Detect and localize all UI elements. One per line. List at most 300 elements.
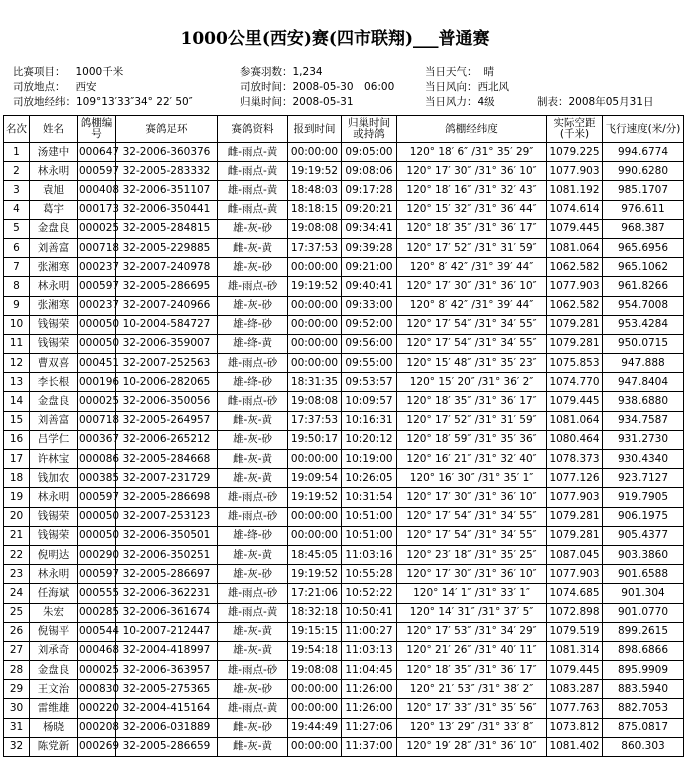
cell-report-time: 00:00:00 — [288, 526, 342, 545]
cell-distance: 1074.614 — [547, 200, 603, 219]
made-date: 2008年05月31日 — [568, 96, 654, 108]
cell-name: 刘善富 — [30, 238, 78, 257]
cell-name: 张湘寒 — [30, 258, 78, 277]
table-row — [4, 238, 684, 257]
cell-report-time: 18:45:05 — [288, 545, 342, 564]
cell-report-time: 18:18:15 — [288, 200, 342, 219]
cell-distance: 1077.903 — [547, 565, 603, 584]
cell-loft-id: 000050 — [78, 334, 116, 353]
cell-bird-info: 雄-雨点-砂 — [218, 661, 288, 680]
cell-loft-id: 000830 — [78, 680, 116, 699]
cell-return-time: 11:27:06 — [342, 718, 397, 737]
cell-loft-id: 000647 — [78, 143, 116, 162]
cell-rank: 14 — [4, 392, 30, 411]
table-row — [4, 526, 684, 545]
cell-ring: 32-2007-252563 — [116, 354, 218, 373]
table-row — [4, 411, 684, 430]
table-row — [4, 200, 684, 219]
table-row — [4, 584, 684, 603]
header-rank: 名次 — [4, 116, 30, 143]
header-bird-info: 赛鸽资料 — [218, 116, 288, 143]
cell-return-time: 09:40:41 — [342, 277, 397, 296]
cell-loft-id: 000555 — [78, 584, 116, 603]
cell-distance: 1079.445 — [547, 219, 603, 238]
header-coords: 鸽棚经纬度 — [397, 116, 547, 143]
cell-name: 林永明 — [30, 488, 78, 507]
cell-coords: 120° 18′ 6″ /31° 35′ 29″ — [397, 143, 547, 162]
cell-report-time: 00:00:00 — [288, 680, 342, 699]
cell-bird-info: 雄-雨点-砂 — [218, 488, 288, 507]
cell-report-time: 00:00:00 — [288, 296, 342, 315]
cell-return-time: 11:26:00 — [342, 699, 397, 718]
cell-speed: 934.7587 — [603, 411, 684, 430]
cell-return-time: 09:05:00 — [342, 143, 397, 162]
cell-return-time: 09:52:00 — [342, 315, 397, 334]
cell-name: 林永明 — [30, 565, 78, 584]
cell-ring: 32-2006-350056 — [116, 392, 218, 411]
cell-loft-id: 000196 — [78, 373, 116, 392]
cell-report-time: 00:00:00 — [288, 699, 342, 718]
cell-loft-id: 000025 — [78, 392, 116, 411]
cell-rank: 19 — [4, 488, 30, 507]
cell-distance: 1062.582 — [547, 258, 603, 277]
release-time-label: 司放时间： — [240, 81, 293, 93]
cell-distance: 1079.281 — [547, 334, 603, 353]
cell-ring: 32-2005-275365 — [116, 680, 218, 699]
cell-return-time: 11:26:00 — [342, 680, 397, 699]
cell-loft-id: 000597 — [78, 277, 116, 296]
cell-rank: 22 — [4, 545, 30, 564]
cell-ring: 32-2006-359007 — [116, 334, 218, 353]
cell-name: 葛宇 — [30, 200, 78, 219]
return-time-value: 2008-05-31 — [292, 96, 354, 108]
cell-speed: 906.1975 — [603, 507, 684, 526]
release-time-value: 2008-05-30 06:00 — [292, 81, 395, 93]
cell-loft-id: 000718 — [78, 411, 116, 430]
cell-rank: 10 — [4, 315, 30, 334]
cell-ring: 32-2007-240966 — [116, 296, 218, 315]
cell-name: 倪锡平 — [30, 622, 78, 641]
cell-coords: 120° 14′ 1″ /31° 33′ 1″ — [397, 584, 547, 603]
cell-report-time: 19:08:08 — [288, 219, 342, 238]
cell-distance: 1074.770 — [547, 373, 603, 392]
cell-return-time: 10:16:31 — [342, 411, 397, 430]
cell-distance: 1079.281 — [547, 507, 603, 526]
cell-rank: 30 — [4, 699, 30, 718]
site-label: 司放地点： — [13, 81, 66, 93]
cell-rank: 15 — [4, 411, 30, 430]
table-row — [4, 450, 684, 469]
cell-coords: 120° 17′ 52″ /31° 31′ 59″ — [397, 411, 547, 430]
cell-rank: 1 — [4, 143, 30, 162]
results-table — [3, 115, 684, 757]
cell-coords: 120° 17′ 54″ /31° 34′ 55″ — [397, 507, 547, 526]
cell-rank: 5 — [4, 219, 30, 238]
cell-rank: 27 — [4, 641, 30, 660]
cell-return-time: 09:34:41 — [342, 219, 397, 238]
cell-coords: 120° 17′ 54″ /31° 34′ 55″ — [397, 526, 547, 545]
cell-report-time: 19:08:08 — [288, 392, 342, 411]
cell-speed: 954.7008 — [603, 296, 684, 315]
cell-name: 林永明 — [30, 162, 78, 181]
cell-report-time: 17:21:06 — [288, 584, 342, 603]
table-row — [4, 334, 684, 353]
cell-coords: 120° 17′ 53″ /31° 34′ 29″ — [397, 622, 547, 641]
table-row — [4, 603, 684, 622]
cell-rank: 29 — [4, 680, 30, 699]
info-made — [537, 94, 653, 109]
table-row — [4, 641, 684, 660]
cell-rank: 18 — [4, 469, 30, 488]
cell-name: 任海斌 — [30, 584, 78, 603]
cell-ring: 32-2006-031889 — [116, 718, 218, 737]
cell-speed: 923.7127 — [603, 469, 684, 488]
cell-name: 许林宝 — [30, 450, 78, 469]
cell-speed: 985.1707 — [603, 181, 684, 200]
cell-coords: 120° 15′ 48″ /31° 35′ 23″ — [397, 354, 547, 373]
cell-loft-id: 000451 — [78, 354, 116, 373]
cell-speed: 903.3860 — [603, 545, 684, 564]
cell-return-time: 10:55:28 — [342, 565, 397, 584]
cell-report-time: 19:19:52 — [288, 488, 342, 507]
site-value: 西安 — [75, 81, 97, 93]
cell-speed: 905.4377 — [603, 526, 684, 545]
cell-rank: 23 — [4, 565, 30, 584]
cell-loft-id: 000220 — [78, 699, 116, 718]
cell-bird-info: 雌-雨点-黄 — [218, 200, 288, 219]
cell-speed: 965.6956 — [603, 238, 684, 257]
cell-speed: 950.0715 — [603, 334, 684, 353]
cell-name: 袁旭 — [30, 181, 78, 200]
cell-bird-info: 雄-灰-砂 — [218, 219, 288, 238]
cell-report-time: 19:19:52 — [288, 162, 342, 181]
cell-bird-info: 雄-绛-黄 — [218, 334, 288, 353]
cell-loft-id: 000237 — [78, 258, 116, 277]
cell-loft-id: 000025 — [78, 661, 116, 680]
info-weather — [425, 64, 494, 79]
header-loft-id: 鸽棚编号 — [78, 116, 116, 143]
cell-bird-info: 雄-灰-砂 — [218, 430, 288, 449]
cell-return-time: 11:03:16 — [342, 545, 397, 564]
table-row — [4, 680, 684, 699]
cell-ring: 32-2005-283332 — [116, 162, 218, 181]
cell-bird-info: 雄-绛-砂 — [218, 315, 288, 334]
cell-bird-info: 雄-灰-砂 — [218, 258, 288, 277]
cell-name: 钱锡荣 — [30, 507, 78, 526]
table-row — [4, 143, 684, 162]
cell-bird-info: 雌-雨点-砂 — [218, 392, 288, 411]
cell-bird-info: 雄-雨点-砂 — [218, 584, 288, 603]
table-row — [4, 373, 684, 392]
cell-return-time: 11:03:13 — [342, 641, 397, 660]
cell-name: 曹双喜 — [30, 354, 78, 373]
cell-speed: 961.8266 — [603, 277, 684, 296]
cell-bird-info: 雌-灰-黄 — [218, 411, 288, 430]
cell-loft-id: 000544 — [78, 622, 116, 641]
info-count — [240, 64, 323, 79]
cell-rank: 16 — [4, 430, 30, 449]
weather-value: 晴 — [483, 66, 494, 78]
table-row — [4, 699, 684, 718]
cell-ring: 32-2007-240978 — [116, 258, 218, 277]
table-row — [4, 315, 684, 334]
cell-coords: 120° 18′ 59″ /31° 35′ 36″ — [397, 430, 547, 449]
cell-return-time: 09:55:00 — [342, 354, 397, 373]
cell-distance: 1081.064 — [547, 411, 603, 430]
info-site — [13, 79, 97, 94]
cell-ring: 32-2005-286659 — [116, 737, 218, 756]
cell-distance: 1079.519 — [547, 622, 603, 641]
cell-bird-info: 雄-灰-砂 — [218, 296, 288, 315]
cell-loft-id: 000050 — [78, 315, 116, 334]
cell-coords: 120° 17′ 52″ /31° 31′ 59″ — [397, 238, 547, 257]
cell-coords: 120° 15′ 32″ /31° 36′ 44″ — [397, 200, 547, 219]
cell-bird-info: 雄-灰-黄 — [218, 622, 288, 641]
cell-report-time: 00:00:00 — [288, 737, 342, 756]
cell-report-time: 19:15:15 — [288, 622, 342, 641]
info-coord — [13, 94, 193, 109]
cell-return-time: 09:20:21 — [342, 200, 397, 219]
cell-coords: 120° 17′ 54″ /31° 34′ 55″ — [397, 315, 547, 334]
cell-loft-id: 000050 — [78, 507, 116, 526]
cell-speed: 994.6774 — [603, 143, 684, 162]
cell-speed: 901.0770 — [603, 603, 684, 622]
cell-return-time: 10:26:05 — [342, 469, 397, 488]
cell-coords: 120° 18′ 35″ /31° 36′ 17″ — [397, 219, 547, 238]
header-ring: 赛鸽足环 — [116, 116, 218, 143]
cell-speed: 976.611 — [603, 200, 684, 219]
count-label: 参赛羽数： — [240, 66, 293, 78]
cell-report-time: 00:00:00 — [288, 354, 342, 373]
cell-report-time: 18:31:35 — [288, 373, 342, 392]
cell-speed: 860.303 — [603, 737, 684, 756]
cell-loft-id: 000025 — [78, 219, 116, 238]
cell-return-time: 10:20:12 — [342, 430, 397, 449]
cell-bird-info: 雄-灰-黄 — [218, 469, 288, 488]
header-distance: 实际空距(千米) — [547, 116, 603, 143]
cell-bird-info: 雄-雨点-黄 — [218, 603, 288, 622]
wind-dir-label: 当日风向： — [425, 81, 478, 93]
cell-coords: 120° 13′ 29″ /31° 33′ 8″ — [397, 718, 547, 737]
cell-return-time: 09:56:00 — [342, 334, 397, 353]
table-header-row — [4, 116, 684, 143]
cell-report-time: 17:37:53 — [288, 411, 342, 430]
cell-bird-info: 雌-雨点-黄 — [218, 162, 288, 181]
wind-dir-value: 西北风 — [477, 81, 509, 93]
cell-loft-id: 000597 — [78, 488, 116, 507]
cell-speed: 895.9909 — [603, 661, 684, 680]
cell-ring: 32-2006-360376 — [116, 143, 218, 162]
cell-name: 李长根 — [30, 373, 78, 392]
cell-distance: 1073.812 — [547, 718, 603, 737]
cell-distance: 1083.287 — [547, 680, 603, 699]
cell-distance: 1072.898 — [547, 603, 603, 622]
cell-bird-info: 雌-灰-黄 — [218, 450, 288, 469]
cell-coords: 120° 18′ 16″ /31° 32′ 43″ — [397, 181, 547, 200]
cell-rank: 7 — [4, 258, 30, 277]
cell-rank: 28 — [4, 661, 30, 680]
cell-coords: 120° 21′ 26″ /31° 40′ 11″ — [397, 641, 547, 660]
table-row — [4, 354, 684, 373]
cell-distance: 1079.225 — [547, 143, 603, 162]
cell-ring: 32-2006-350441 — [116, 200, 218, 219]
cell-return-time: 11:04:45 — [342, 661, 397, 680]
cell-report-time: 00:00:00 — [288, 334, 342, 353]
cell-distance: 1081.192 — [547, 181, 603, 200]
cell-bird-info: 雄-绛-砂 — [218, 526, 288, 545]
cell-report-time: 00:00:00 — [288, 507, 342, 526]
cell-rank: 6 — [4, 238, 30, 257]
cell-distance: 1079.281 — [547, 526, 603, 545]
info-project — [13, 64, 123, 79]
table-row — [4, 545, 684, 564]
cell-name: 钱锡荣 — [30, 315, 78, 334]
cell-name: 陈党新 — [30, 737, 78, 756]
cell-return-time: 11:37:00 — [342, 737, 397, 756]
cell-coords: 120° 15′ 20″ /31° 36′ 2″ — [397, 373, 547, 392]
cell-ring: 32-2006-351107 — [116, 181, 218, 200]
count-value: 1,234 — [292, 66, 323, 78]
cell-loft-id: 000208 — [78, 718, 116, 737]
cell-distance: 1087.045 — [547, 545, 603, 564]
cell-report-time: 18:32:18 — [288, 603, 342, 622]
cell-report-time: 19:50:17 — [288, 430, 342, 449]
cell-bird-info: 雄-灰-黄 — [218, 641, 288, 660]
cell-loft-id: 000468 — [78, 641, 116, 660]
info-wind-force — [425, 94, 495, 109]
cell-loft-id: 000367 — [78, 430, 116, 449]
cell-speed: 938.6880 — [603, 392, 684, 411]
cell-loft-id: 000718 — [78, 238, 116, 257]
cell-speed: 931.2730 — [603, 430, 684, 449]
page-title: 1000公里(西安)赛(四市联翔)___普通赛 — [180, 29, 490, 49]
cell-speed: 882.7053 — [603, 699, 684, 718]
cell-loft-id: 000269 — [78, 737, 116, 756]
cell-loft-id: 000597 — [78, 162, 116, 181]
cell-coords: 120° 17′ 33″ /31° 35′ 56″ — [397, 699, 547, 718]
cell-coords: 120° 17′ 30″ /31° 36′ 10″ — [397, 488, 547, 507]
made-label: 制表： — [537, 96, 569, 108]
cell-return-time: 10:50:41 — [342, 603, 397, 622]
cell-ring: 32-2007-231729 — [116, 469, 218, 488]
cell-speed: 875.0817 — [603, 718, 684, 737]
cell-ring: 32-2006-350501 — [116, 526, 218, 545]
info-release-time — [240, 79, 394, 94]
cell-name: 朱宏 — [30, 603, 78, 622]
cell-coords: 120° 8′ 42″ /31° 39′ 44″ — [397, 296, 547, 315]
cell-distance: 1079.445 — [547, 661, 603, 680]
cell-distance: 1079.281 — [547, 315, 603, 334]
cell-bird-info: 雌-灰-黄 — [218, 238, 288, 257]
cell-report-time: 19:19:52 — [288, 565, 342, 584]
table-row — [4, 258, 684, 277]
cell-distance: 1081.314 — [547, 641, 603, 660]
cell-coords: 120° 17′ 30″ /31° 36′ 10″ — [397, 565, 547, 584]
cell-loft-id: 000237 — [78, 296, 116, 315]
cell-rank: 24 — [4, 584, 30, 603]
header-return-time: 归巢时间或持鸽 — [342, 116, 397, 143]
cell-distance: 1077.763 — [547, 699, 603, 718]
cell-rank: 13 — [4, 373, 30, 392]
cell-ring: 32-2005-286697 — [116, 565, 218, 584]
cell-rank: 20 — [4, 507, 30, 526]
cell-bird-info: 雄-灰-黄 — [218, 545, 288, 564]
cell-report-time: 18:48:03 — [288, 181, 342, 200]
cell-rank: 12 — [4, 354, 30, 373]
cell-name: 刘承奇 — [30, 641, 78, 660]
cell-return-time: 09:53:57 — [342, 373, 397, 392]
cell-speed: 930.4340 — [603, 450, 684, 469]
cell-rank: 2 — [4, 162, 30, 181]
cell-distance: 1077.126 — [547, 469, 603, 488]
cell-rank: 3 — [4, 181, 30, 200]
cell-return-time: 11:00:27 — [342, 622, 397, 641]
cell-report-time: 19:08:08 — [288, 661, 342, 680]
cell-loft-id: 000050 — [78, 526, 116, 545]
cell-bird-info: 雌-灰-砂 — [218, 718, 288, 737]
info-wind-dir — [425, 79, 509, 94]
cell-bird-info: 雄-雨点-砂 — [218, 507, 288, 526]
table-row — [4, 469, 684, 488]
cell-return-time: 09:17:28 — [342, 181, 397, 200]
cell-speed: 953.4284 — [603, 315, 684, 334]
cell-bird-info: 雄-雨点-黄 — [218, 699, 288, 718]
cell-rank: 11 — [4, 334, 30, 353]
cell-ring: 10-2004-584727 — [116, 315, 218, 334]
cell-name: 张湘寒 — [30, 296, 78, 315]
cell-name: 雷维雄 — [30, 699, 78, 718]
cell-bird-info: 雄-雨点-砂 — [218, 277, 288, 296]
table-row — [4, 181, 684, 200]
cell-rank: 8 — [4, 277, 30, 296]
cell-name: 刘善富 — [30, 411, 78, 430]
cell-name: 金盘良 — [30, 219, 78, 238]
cell-coords: 120° 19′ 28″ /31° 36′ 10″ — [397, 737, 547, 756]
cell-loft-id: 000408 — [78, 181, 116, 200]
cell-distance: 1075.853 — [547, 354, 603, 373]
table-row — [4, 277, 684, 296]
cell-speed: 947.888 — [603, 354, 684, 373]
cell-ring: 32-2004-418997 — [116, 641, 218, 660]
cell-distance: 1081.064 — [547, 238, 603, 257]
cell-loft-id: 000290 — [78, 545, 116, 564]
cell-report-time: 00:00:00 — [288, 450, 342, 469]
cell-speed: 883.5940 — [603, 680, 684, 699]
cell-name: 王文治 — [30, 680, 78, 699]
cell-report-time: 00:00:00 — [288, 315, 342, 334]
weather-label: 当日天气： — [425, 66, 478, 78]
cell-ring: 32-2005-286695 — [116, 277, 218, 296]
cell-loft-id: 000385 — [78, 469, 116, 488]
table-body — [4, 143, 684, 757]
table-row — [4, 565, 684, 584]
cell-speed: 990.6280 — [603, 162, 684, 181]
project-value: 1000千米 — [75, 66, 124, 78]
cell-bird-info: 雄-灰-砂 — [218, 565, 288, 584]
cell-speed: 947.8404 — [603, 373, 684, 392]
cell-return-time: 10:09:57 — [342, 392, 397, 411]
table-row — [4, 622, 684, 641]
cell-coords: 120° 16′ 21″ /31° 32′ 40″ — [397, 450, 547, 469]
cell-distance: 1077.903 — [547, 162, 603, 181]
table-row — [4, 296, 684, 315]
cell-ring: 32-2006-363957 — [116, 661, 218, 680]
cell-ring: 10-2006-282065 — [116, 373, 218, 392]
cell-coords: 120° 17′ 30″ /31° 36′ 10″ — [397, 162, 547, 181]
cell-coords: 120° 14′ 31″ /31° 37′ 5″ — [397, 603, 547, 622]
cell-distance: 1078.373 — [547, 450, 603, 469]
cell-ring: 32-2005-229885 — [116, 238, 218, 257]
